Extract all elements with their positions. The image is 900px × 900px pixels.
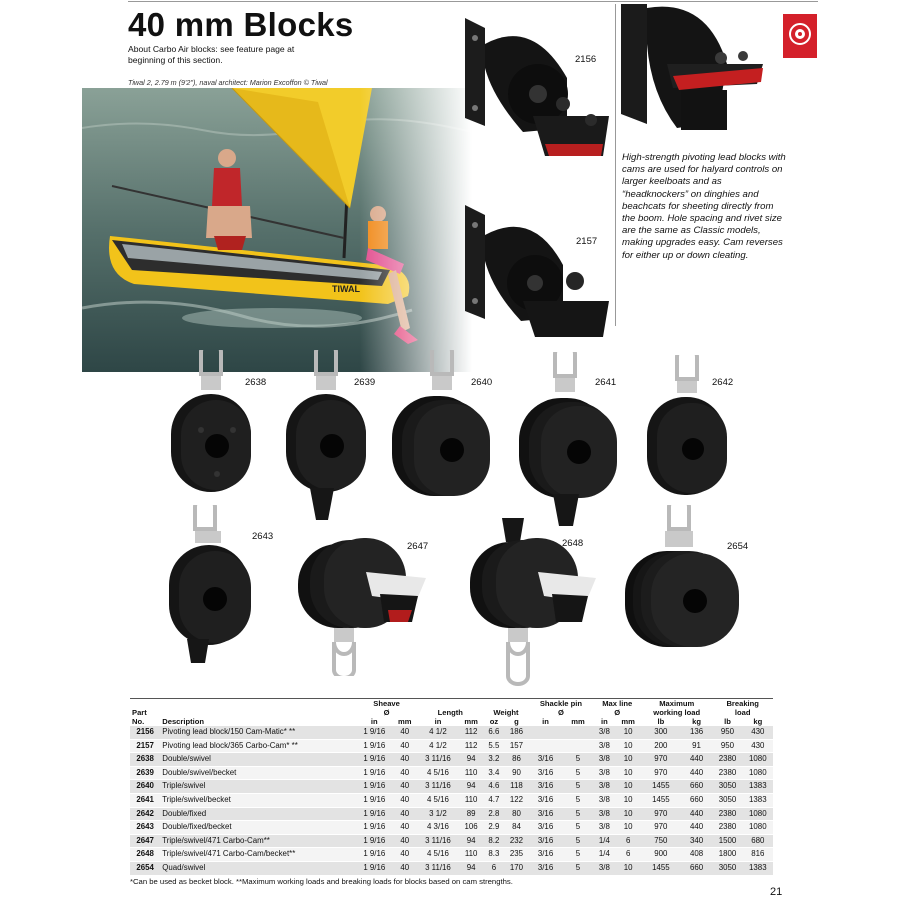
value-cell: 750 bbox=[641, 834, 681, 848]
value-cell: 84 bbox=[504, 821, 528, 835]
value-cell: 10 bbox=[615, 807, 641, 821]
part-number-cell: 2641 bbox=[130, 793, 160, 807]
description-cell: Triple/swivel/becket bbox=[160, 793, 356, 807]
intro-text: About Carbo Air blocks: see feature page at beginning of this section. bbox=[128, 44, 295, 65]
value-cell: 5 bbox=[563, 834, 594, 848]
value-cell: 440 bbox=[681, 807, 713, 821]
hull-lettering: TIWAL bbox=[332, 284, 360, 294]
value-cell: 1455 bbox=[641, 861, 681, 875]
value-cell: 40 bbox=[393, 766, 418, 780]
description-cell: Double/swivel/becket bbox=[160, 766, 356, 780]
value-cell: 40 bbox=[393, 821, 418, 835]
value-cell: 5 bbox=[563, 848, 594, 862]
value-cell: 4.7 bbox=[483, 793, 504, 807]
value-cell: 1455 bbox=[641, 780, 681, 794]
col-part-head-top: Part bbox=[132, 708, 147, 717]
part-label-2647: 2647 bbox=[407, 541, 429, 552]
value-cell: 10 bbox=[615, 861, 641, 875]
value-cell: 1 9/16 bbox=[356, 807, 392, 821]
part-number-cell: 2654 bbox=[130, 861, 160, 875]
table-header-row-3 bbox=[130, 717, 773, 726]
value-cell: 40 bbox=[393, 848, 418, 862]
value-cell: 1383 bbox=[743, 861, 773, 875]
unit-cell: in bbox=[542, 717, 549, 726]
value-cell: 170 bbox=[504, 861, 528, 875]
photo-fade bbox=[360, 88, 472, 372]
value-cell: 5 bbox=[563, 780, 594, 794]
value-cell: 10 bbox=[615, 821, 641, 835]
value-cell: 10 bbox=[615, 753, 641, 767]
value-cell: 3050 bbox=[712, 780, 742, 794]
value-cell: 5.5 bbox=[483, 739, 504, 753]
table-row bbox=[130, 834, 773, 848]
value-cell: 4 5/16 bbox=[417, 793, 459, 807]
value-cell: 110 bbox=[459, 793, 484, 807]
value-cell: 10 bbox=[615, 739, 641, 753]
photo-caption: Tiwal 2, 2.79 m (9'2"), naval architect: Marion Excoffon © Tiwal bbox=[128, 78, 328, 87]
value-cell: 3/16 bbox=[529, 821, 563, 835]
table-row bbox=[130, 821, 773, 835]
value-cell: 186 bbox=[504, 726, 528, 739]
value-cell: 5 bbox=[563, 821, 594, 835]
value-cell: 94 bbox=[459, 780, 484, 794]
page-title: 40 mm Blocks bbox=[128, 6, 354, 43]
value-cell: 3/16 bbox=[529, 861, 563, 875]
value-cell bbox=[529, 739, 563, 753]
page-number: 21 bbox=[770, 886, 783, 898]
value-cell: 3/16 bbox=[529, 834, 563, 848]
brand-badge bbox=[783, 14, 817, 58]
value-cell: 660 bbox=[681, 780, 713, 794]
value-cell: 5 bbox=[563, 861, 594, 875]
value-cell: 40 bbox=[393, 739, 418, 753]
unit-cell: g bbox=[514, 717, 519, 726]
value-cell: 3050 bbox=[712, 861, 742, 875]
value-cell: 970 bbox=[641, 766, 681, 780]
value-cell: 110 bbox=[459, 766, 484, 780]
value-cell: 3/8 bbox=[593, 861, 615, 875]
column-divider bbox=[615, 4, 616, 326]
value-cell: 2.8 bbox=[483, 807, 504, 821]
value-cell: 970 bbox=[641, 753, 681, 767]
value-cell: 3 11/16 bbox=[417, 780, 459, 794]
top-rule bbox=[128, 1, 818, 2]
value-cell: 110 bbox=[459, 848, 484, 862]
value-cell: 3 11/16 bbox=[417, 834, 459, 848]
col-desc-head: Description bbox=[162, 717, 205, 726]
part-label-2641: 2641 bbox=[595, 377, 617, 388]
part-label-2654: 2654 bbox=[727, 541, 749, 552]
feature-description: High-strength pivoting lead blocks with cams are used for halyard controls on larger keelboats and as “headknockers” on dinghies and beachcats for sheeting directly from the boom. Hole spacing and rivet size are the same as Classic models, making upgrades easy. Cam reverses for either up or down cleating. bbox=[622, 152, 786, 261]
value-cell: 3/16 bbox=[529, 807, 563, 821]
value-cell: 1080 bbox=[743, 807, 773, 821]
value-cell: 106 bbox=[459, 821, 484, 835]
value-cell: 4 1/2 bbox=[417, 726, 459, 739]
col-maxline-head: Max line bbox=[602, 699, 633, 708]
col-sheave-sub: Ø bbox=[383, 708, 390, 717]
col-mwl-head-bottom: working load bbox=[653, 708, 701, 717]
unit-cell: lb bbox=[657, 717, 665, 726]
value-cell: 40 bbox=[393, 780, 418, 794]
unit-cell: oz bbox=[489, 717, 499, 726]
value-cell: 3/8 bbox=[593, 821, 615, 835]
value-cell bbox=[529, 726, 563, 739]
value-cell: 2.9 bbox=[483, 821, 504, 835]
table-header-row-1 bbox=[130, 699, 773, 709]
value-cell: 90 bbox=[504, 766, 528, 780]
value-cell bbox=[563, 739, 594, 753]
description-cell: Triple/swivel/471 Carbo-Cam/becket** bbox=[160, 848, 356, 862]
value-cell: 80 bbox=[504, 807, 528, 821]
part-number-cell: 2648 bbox=[130, 848, 160, 862]
part-label-2638: 2638 bbox=[245, 377, 267, 388]
value-cell: 816 bbox=[743, 848, 773, 862]
value-cell: 3/8 bbox=[593, 793, 615, 807]
value-cell: 1 9/16 bbox=[356, 753, 392, 767]
value-cell: 1 9/16 bbox=[356, 726, 392, 739]
value-cell: 3050 bbox=[712, 793, 742, 807]
harken-logo-icon bbox=[788, 22, 812, 46]
value-cell: 10 bbox=[615, 793, 641, 807]
block-2638-image bbox=[165, 350, 257, 495]
value-cell: 1 9/16 bbox=[356, 848, 392, 862]
value-cell: 3/8 bbox=[593, 766, 615, 780]
value-cell: 3/8 bbox=[593, 780, 615, 794]
table-row bbox=[130, 753, 773, 767]
description-cell: Double/swivel bbox=[160, 753, 356, 767]
value-cell: 950 bbox=[712, 726, 742, 739]
value-cell: 1 9/16 bbox=[356, 834, 392, 848]
value-cell: 89 bbox=[459, 807, 484, 821]
description-cell: Pivoting lead block/365 Carbo-Cam* ** bbox=[160, 739, 356, 753]
value-cell: 40 bbox=[393, 726, 418, 739]
unit-cell: in bbox=[434, 717, 442, 726]
col-shackle-sub: Ø bbox=[557, 708, 564, 717]
block-2639-image bbox=[280, 350, 372, 522]
value-cell: 118 bbox=[504, 780, 528, 794]
table-row bbox=[130, 848, 773, 862]
part-label-2643: 2643 bbox=[252, 531, 274, 542]
value-cell: 440 bbox=[681, 766, 713, 780]
part-number-cell: 2157 bbox=[130, 739, 160, 753]
value-cell: 900 bbox=[641, 848, 681, 862]
value-cell: 300 bbox=[641, 726, 681, 739]
value-cell: 94 bbox=[459, 753, 484, 767]
unit-cell: mm bbox=[398, 717, 412, 726]
unit-cell: mm bbox=[571, 717, 585, 726]
part-label-2157: 2157 bbox=[576, 236, 598, 247]
value-cell: 1800 bbox=[712, 848, 742, 862]
value-cell: 1 9/16 bbox=[356, 793, 392, 807]
value-cell: 660 bbox=[681, 793, 713, 807]
value-cell: 136 bbox=[681, 726, 713, 739]
table-row bbox=[130, 766, 773, 780]
value-cell: 3 11/16 bbox=[417, 861, 459, 875]
value-cell: 5 bbox=[563, 807, 594, 821]
value-cell: 680 bbox=[743, 834, 773, 848]
value-cell: 430 bbox=[743, 726, 773, 739]
col-maxline-sub: Ø bbox=[614, 708, 621, 717]
part-label-2648: 2648 bbox=[562, 538, 584, 549]
value-cell: 1 9/16 bbox=[356, 861, 392, 875]
value-cell: 970 bbox=[641, 807, 681, 821]
value-cell: 40 bbox=[393, 753, 418, 767]
col-weight-head: Weight bbox=[493, 708, 519, 717]
value-cell: 122 bbox=[504, 793, 528, 807]
block-2640-image bbox=[390, 350, 492, 498]
value-cell: 3/8 bbox=[593, 739, 615, 753]
value-cell: 157 bbox=[504, 739, 528, 753]
col-desc-spacer bbox=[160, 708, 356, 717]
footnote: *Can be used as becket block. **Maximum working loads and breaking loads for blocks based on cam strengths. bbox=[130, 877, 513, 886]
unit-cell: kg bbox=[692, 717, 701, 726]
value-cell: 86 bbox=[504, 753, 528, 767]
col-weight-spacer bbox=[483, 699, 528, 709]
unit-cell: lb bbox=[724, 717, 731, 726]
value-cell: 4 5/16 bbox=[417, 766, 459, 780]
value-cell: 112 bbox=[459, 726, 484, 739]
value-cell: 10 bbox=[615, 766, 641, 780]
description-cell: Quad/swivel bbox=[160, 861, 356, 875]
col-part-head bbox=[130, 699, 160, 709]
value-cell: 4 3/16 bbox=[417, 821, 459, 835]
unit-cell: mm bbox=[621, 717, 635, 726]
value-cell: 3/8 bbox=[593, 753, 615, 767]
value-cell: 5 bbox=[563, 766, 594, 780]
value-cell: 1383 bbox=[743, 780, 773, 794]
part-number-cell: 2647 bbox=[130, 834, 160, 848]
value-cell: 430 bbox=[743, 739, 773, 753]
value-cell: 408 bbox=[681, 848, 713, 862]
value-cell: 40 bbox=[393, 834, 418, 848]
spec-table-body bbox=[130, 726, 773, 875]
col-length-spacer bbox=[417, 699, 483, 709]
value-cell: 1 9/16 bbox=[356, 780, 392, 794]
block-2654-image bbox=[623, 505, 743, 650]
value-cell: 1 9/16 bbox=[356, 821, 392, 835]
value-cell: 232 bbox=[504, 834, 528, 848]
value-cell: 3 11/16 bbox=[417, 753, 459, 767]
value-cell: 3.2 bbox=[483, 753, 504, 767]
col-desc-head-spacer bbox=[160, 699, 356, 709]
col-bl-head-bottom: load bbox=[734, 708, 751, 717]
part-label-2639: 2639 bbox=[354, 377, 376, 388]
value-cell: 440 bbox=[681, 753, 713, 767]
value-cell: 6.6 bbox=[483, 726, 504, 739]
description-cell: Double/fixed bbox=[160, 807, 356, 821]
part-number-cell: 2643 bbox=[130, 821, 160, 835]
part-label-2642: 2642 bbox=[712, 377, 734, 388]
value-cell: 4.6 bbox=[483, 780, 504, 794]
unit-cell: in bbox=[600, 717, 608, 726]
block-2157-image bbox=[463, 205, 613, 345]
table-row bbox=[130, 739, 773, 753]
table-row bbox=[130, 793, 773, 807]
table-header-row-2 bbox=[130, 708, 773, 717]
col-part-head-bottom: No. bbox=[132, 717, 145, 726]
value-cell: 40 bbox=[393, 793, 418, 807]
value-cell: 235 bbox=[504, 848, 528, 862]
description-cell: Double/fixed/becket bbox=[160, 821, 356, 835]
value-cell: 4 5/16 bbox=[417, 848, 459, 862]
part-number-cell: 2639 bbox=[130, 766, 160, 780]
value-cell: 1 9/16 bbox=[356, 766, 392, 780]
unit-cell: kg bbox=[753, 717, 763, 726]
table-row bbox=[130, 780, 773, 794]
value-cell: 1/4 bbox=[593, 834, 615, 848]
block-2643-image bbox=[165, 505, 257, 665]
value-cell: 440 bbox=[681, 821, 713, 835]
part-number-cell: 2156 bbox=[130, 726, 160, 739]
value-cell: 3/8 bbox=[593, 807, 615, 821]
value-cell: 5 bbox=[563, 753, 594, 767]
table-row bbox=[130, 726, 773, 739]
value-cell: 6 bbox=[615, 834, 641, 848]
description-cell: Triple/swivel bbox=[160, 780, 356, 794]
value-cell: 950 bbox=[712, 739, 742, 753]
description-cell: Triple/swivel/471 Carbo-Cam** bbox=[160, 834, 356, 848]
value-cell: 91 bbox=[681, 739, 713, 753]
table-row bbox=[130, 807, 773, 821]
value-cell: 1080 bbox=[743, 766, 773, 780]
unit-cell: in bbox=[370, 717, 378, 726]
col-bl-head-top: Breaking bbox=[726, 699, 759, 708]
value-cell: 3/16 bbox=[529, 753, 563, 767]
unit-cell: mm bbox=[464, 717, 478, 726]
col-length-head: Length bbox=[437, 708, 463, 717]
value-cell: 1383 bbox=[743, 793, 773, 807]
spec-table bbox=[130, 698, 773, 876]
part-label-2640: 2640 bbox=[471, 377, 493, 388]
value-cell: 1/4 bbox=[593, 848, 615, 862]
value-cell: 8.2 bbox=[483, 834, 504, 848]
block-2156-image bbox=[463, 8, 613, 158]
value-cell: 3/8 bbox=[593, 726, 615, 739]
value-cell: 112 bbox=[459, 739, 484, 753]
value-cell: 6 bbox=[483, 861, 504, 875]
col-sheave-head: Sheave bbox=[373, 699, 400, 708]
value-cell: 2380 bbox=[712, 766, 742, 780]
value-cell: 3/16 bbox=[529, 848, 563, 862]
value-cell: 1 9/16 bbox=[356, 739, 392, 753]
value-cell: 94 bbox=[459, 861, 484, 875]
value-cell: 2380 bbox=[712, 821, 742, 835]
value-cell: 3.4 bbox=[483, 766, 504, 780]
value-cell: 1080 bbox=[743, 821, 773, 835]
value-cell: 340 bbox=[681, 834, 713, 848]
value-cell: 970 bbox=[641, 821, 681, 835]
value-cell: 8.3 bbox=[483, 848, 504, 862]
value-cell: 4 1/2 bbox=[417, 739, 459, 753]
value-cell: 40 bbox=[393, 861, 418, 875]
value-cell: 10 bbox=[615, 780, 641, 794]
part-number-cell: 2640 bbox=[130, 780, 160, 794]
value-cell: 2380 bbox=[712, 753, 742, 767]
part-label-2156: 2156 bbox=[575, 54, 597, 65]
part-number-cell: 2638 bbox=[130, 753, 160, 767]
col-shackle-head: Shackle pin bbox=[539, 699, 583, 708]
part-number-cell: 2642 bbox=[130, 807, 160, 821]
value-cell bbox=[563, 726, 594, 739]
value-cell: 1455 bbox=[641, 793, 681, 807]
value-cell: 94 bbox=[459, 834, 484, 848]
value-cell: 1500 bbox=[712, 834, 742, 848]
value-cell: 5 bbox=[563, 793, 594, 807]
value-cell: 200 bbox=[641, 739, 681, 753]
col-mwl-head-top: Maximum bbox=[659, 699, 695, 708]
value-cell: 3 1/2 bbox=[417, 807, 459, 821]
value-cell: 3/16 bbox=[529, 780, 563, 794]
value-cell: 3/16 bbox=[529, 766, 563, 780]
cam-detail-image bbox=[617, 4, 765, 138]
block-2647-image bbox=[296, 536, 431, 676]
table-row bbox=[130, 861, 773, 875]
value-cell: 40 bbox=[393, 807, 418, 821]
value-cell: 6 bbox=[615, 848, 641, 862]
description-cell: Pivoting lead block/150 Cam-Matic* ** bbox=[160, 726, 356, 739]
value-cell: 10 bbox=[615, 726, 641, 739]
value-cell: 3/16 bbox=[529, 793, 563, 807]
value-cell: 2380 bbox=[712, 807, 742, 821]
value-cell: 660 bbox=[681, 861, 713, 875]
value-cell: 1080 bbox=[743, 753, 773, 767]
